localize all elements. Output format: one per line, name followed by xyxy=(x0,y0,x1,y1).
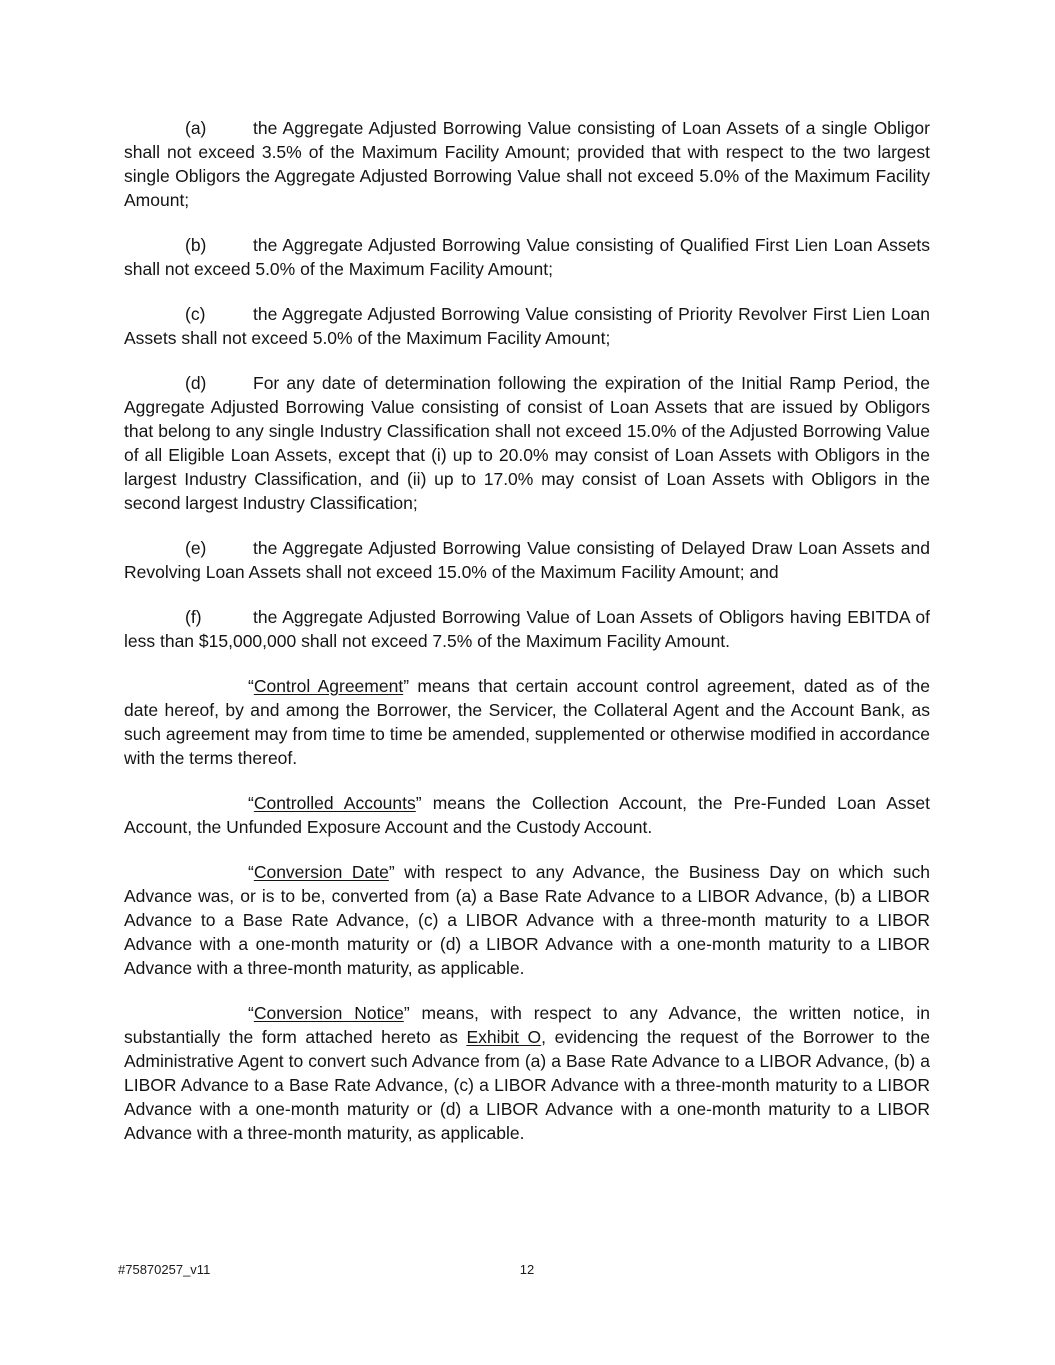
definition-text: ” means that certain account control agreement, dated as of the date hereof, by and among the Borrower, the Servicer, the Collateral Agent and the Account Bank, as such agreement may from time to time be amended, supplemented or otherwise modified in accordance with the terms thereof. xyxy=(124,676,930,768)
clause-a xyxy=(124,116,930,212)
clause-label: (e) xyxy=(185,538,207,558)
definition-controlled-accounts xyxy=(124,791,930,839)
document-id: #75870257_v11 xyxy=(118,1262,211,1277)
open-quote: “ xyxy=(248,1003,254,1023)
definition-text: ” means, with respect to any Advance, the written notice, in substantially the form attached hereto as xyxy=(124,1003,930,1047)
clause-d xyxy=(124,371,930,515)
defined-term: Controlled Accounts xyxy=(253,793,416,813)
clause-text: the Aggregate Adjusted Borrowing Value consisting of Loan Assets of a single Obligor shall not exceed 3.5% of the Maximum Facility Amount; provided that with respect to the two largest single Obligors the Aggregate Adjusted Borrowing Value shall not exceed 5.0% of the Maximum Facility Amount; xyxy=(124,118,930,210)
definition-conversion-notice xyxy=(124,1001,930,1145)
page-footer xyxy=(118,1262,936,1278)
defined-term: Conversion Date xyxy=(253,862,389,882)
clause-b xyxy=(124,233,930,281)
clause-text: the Aggregate Adjusted Borrowing Value consisting of Qualified First Lien Loan Assets shall not exceed 5.0% of the Maximum Facility Amount; xyxy=(124,235,930,279)
page-number: 12 xyxy=(519,1262,535,1277)
clause-label: (f) xyxy=(185,607,202,627)
open-quote: “ xyxy=(248,676,254,696)
clause-label: (d) xyxy=(185,373,207,393)
open-quote: “ xyxy=(248,862,254,882)
clause-f xyxy=(124,605,930,653)
clause-label: (b) xyxy=(185,235,207,255)
definition-text: ” means the Collection Account, the Pre-Funded Loan Asset Account, the Unfunded Exposure Account and the Custody Account. xyxy=(124,793,930,837)
definition-text: , evidencing the request of the Borrower to the Administrative Agent to convert such Advance from (a) a Base Rate Advance to a LIBOR Advance, (b) a LIBOR Advance to a Base Rate Advance, (c) a LIBOR Advance with a three-month maturity to a LIBOR Advance with a one-month maturity or (d) a LIBOR Advance with a one-month maturity to a LIBOR Advance with a three-month maturity, as applicable. xyxy=(124,1027,930,1143)
definition-text: ” with respect to any Advance, the Business Day on which such Advance was, or is to be, converted from (a) a Base Rate Advance to a LIBOR Advance, (b) a LIBOR Advance to a Base Rate Advance, (c) a LIBOR Advance with a three-month maturity to a LIBOR Advance with a one-month maturity or (d) a LIBOR Advance with a one-month maturity to a LIBOR Advance with a three-month maturity, as applicable. xyxy=(124,862,930,978)
open-quote: “ xyxy=(248,793,254,813)
exhibit-o-reference: Exhibit O xyxy=(466,1027,542,1047)
defined-term: Control Agreement xyxy=(253,676,404,696)
clause-label: (a) xyxy=(185,118,207,138)
clause-text: For any date of determination following the expiration of the Initial Ramp Period, the Aggregate Adjusted Borrowing Value consisting of consist of Loan Assets that are issued by Obligors that belong to any single Industry Classification shall not exceed 15.0% of the Adjusted Borrowing Value of all Eligible Loan Assets, except that (i) up to 20.0% may consist of Loan Assets with Obligors in the largest Industry Classification, and (ii) up to 17.0% may consist of Loan Assets with Obligors in the second largest Industry Classification; xyxy=(124,373,930,513)
clause-text: the Aggregate Adjusted Borrowing Value consisting of Priority Revolver First Lien Loan Assets shall not exceed 5.0% of the Maximum Facility Amount; xyxy=(124,304,930,348)
clause-c xyxy=(124,302,930,350)
clause-e xyxy=(124,536,930,584)
clause-label: (c) xyxy=(185,304,206,324)
definition-conversion-date xyxy=(124,860,930,980)
document-body xyxy=(124,116,930,1166)
definition-control-agreement xyxy=(124,674,930,770)
defined-term: Conversion Notice xyxy=(253,1003,404,1023)
clause-text: the Aggregate Adjusted Borrowing Value of Loan Assets of Obligors having EBITDA of less than $15,000,000 shall not exceed 7.5% of the Maximum Facility Amount. xyxy=(124,607,930,651)
clause-text: the Aggregate Adjusted Borrowing Value consisting of Delayed Draw Loan Assets and Revolving Loan Assets shall not exceed 15.0% of the Maximum Facility Amount; and xyxy=(124,538,930,582)
